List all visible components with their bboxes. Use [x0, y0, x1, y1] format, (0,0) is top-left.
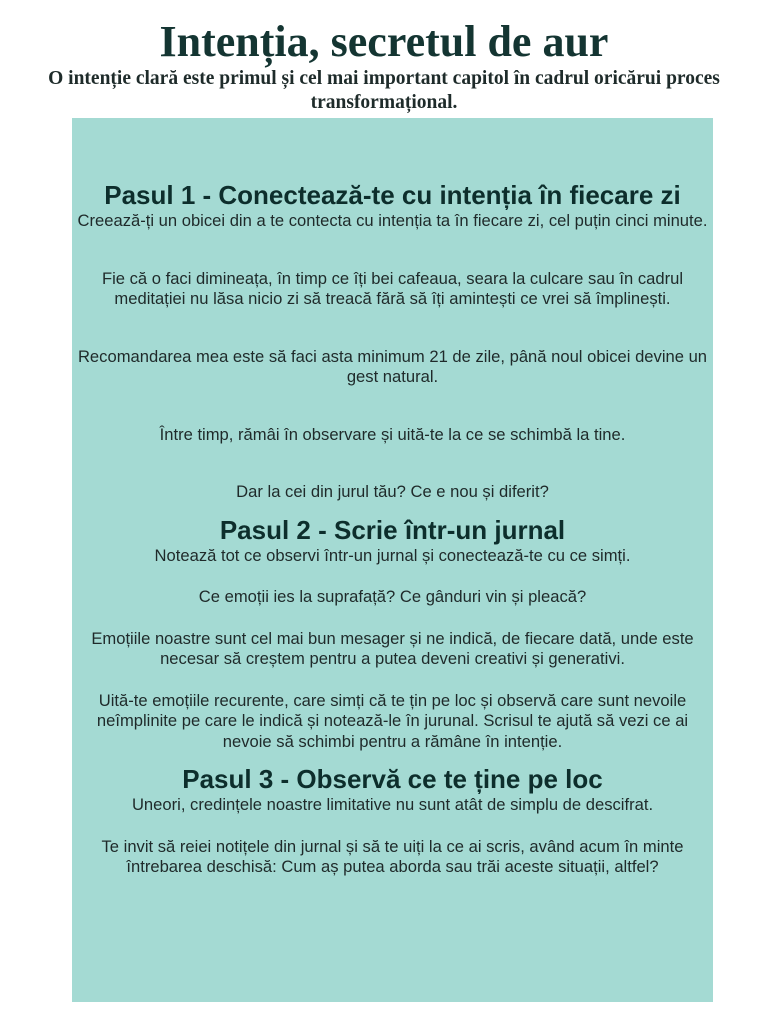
step-3-paragraph-2: Te invit să reiei notițele din jurnal și să te uiți la ce ai scris, având acum în minte întrebarea deschisă: Cum aș putea aborda sau trăi aceste situații, altfel?	[101, 836, 684, 876]
step-1-section	[76, 180, 709, 503]
spacer	[76, 816, 709, 837]
content-panel	[72, 118, 713, 1002]
spacer	[76, 503, 709, 515]
spacer	[76, 445, 709, 482]
page-subtitle: O intenție clară este primul și cel mai important capitol în cadrul oricărui proces transformațional.	[48, 68, 720, 113]
spacer	[76, 566, 709, 587]
step-3-section	[76, 764, 709, 878]
step-1-paragraph-4: Între timp, rămâi în observare și uită-te la ce se schimbă la tine.	[159, 424, 626, 444]
step-1-paragraph-2: Fie că o faci dimineața, în timp ce îți bei cafeaua, seara la culcare sau în cadrul meditației nu lăsa nicio zi să treacă fără să îți amintești ce vrei să împlinești.	[101, 268, 684, 308]
step-2-heading: Pasul 2 - Scrie într-un jurnal	[219, 514, 566, 545]
step-1-paragraph-5: Dar la cei din jurul tău? Ce e nou și diferit?	[236, 482, 549, 501]
spacer	[76, 310, 709, 347]
spacer	[76, 670, 709, 691]
content-body	[76, 180, 709, 878]
document-header	[0, 0, 768, 115]
step-2-paragraph-4: Uită-te emoțiile recurente, care simți că te țin pe loc și observă care sunt nevoile neîmplinite pe care le indică și notează-le în jurunal. Scrisul te ajută să vezi ce ai nevoie să schimbi pentru a rămâne în intenție.	[96, 690, 689, 751]
page-title: Intenția, secretul de aur	[159, 17, 609, 66]
step-2-paragraph-1: Notează tot ce observi într-un jurnal și conectează-te cu ce simți.	[154, 545, 631, 565]
step-2-section	[76, 515, 709, 753]
step-1-paragraph-1: Creează-ți un obicei din a te contecta cu intenția ta în fiecare zi, cel puțin cinci minute.	[77, 211, 708, 230]
spacer	[76, 388, 709, 425]
step-1-paragraph-3: Recomandarea mea este să faci asta minimum 21 de zile, până noul obicei devine un gest natural.	[77, 346, 708, 386]
spacer	[76, 608, 709, 629]
step-3-heading: Pasul 3 - Observă ce te ține pe loc	[182, 764, 603, 794]
step-2-paragraph-2: Ce emoții ies la suprafață? Ce gânduri vin și pleacă?	[198, 587, 587, 606]
step-3-paragraph-1: Uneori, credințele noastre limitative nu sunt atât de simplu de descifrat.	[131, 795, 654, 814]
spacer	[76, 232, 709, 269]
step-1-heading: Pasul 1 - Conectează-te cu intenția în fiecare zi	[104, 180, 681, 210]
step-2-paragraph-3: Emoțiile noastre sunt cel mai bun mesager și ne indică, de fiecare dată, unde este necesar să creștem pentru a putea deveni creativi și generativi.	[91, 628, 694, 668]
spacer	[76, 752, 709, 764]
